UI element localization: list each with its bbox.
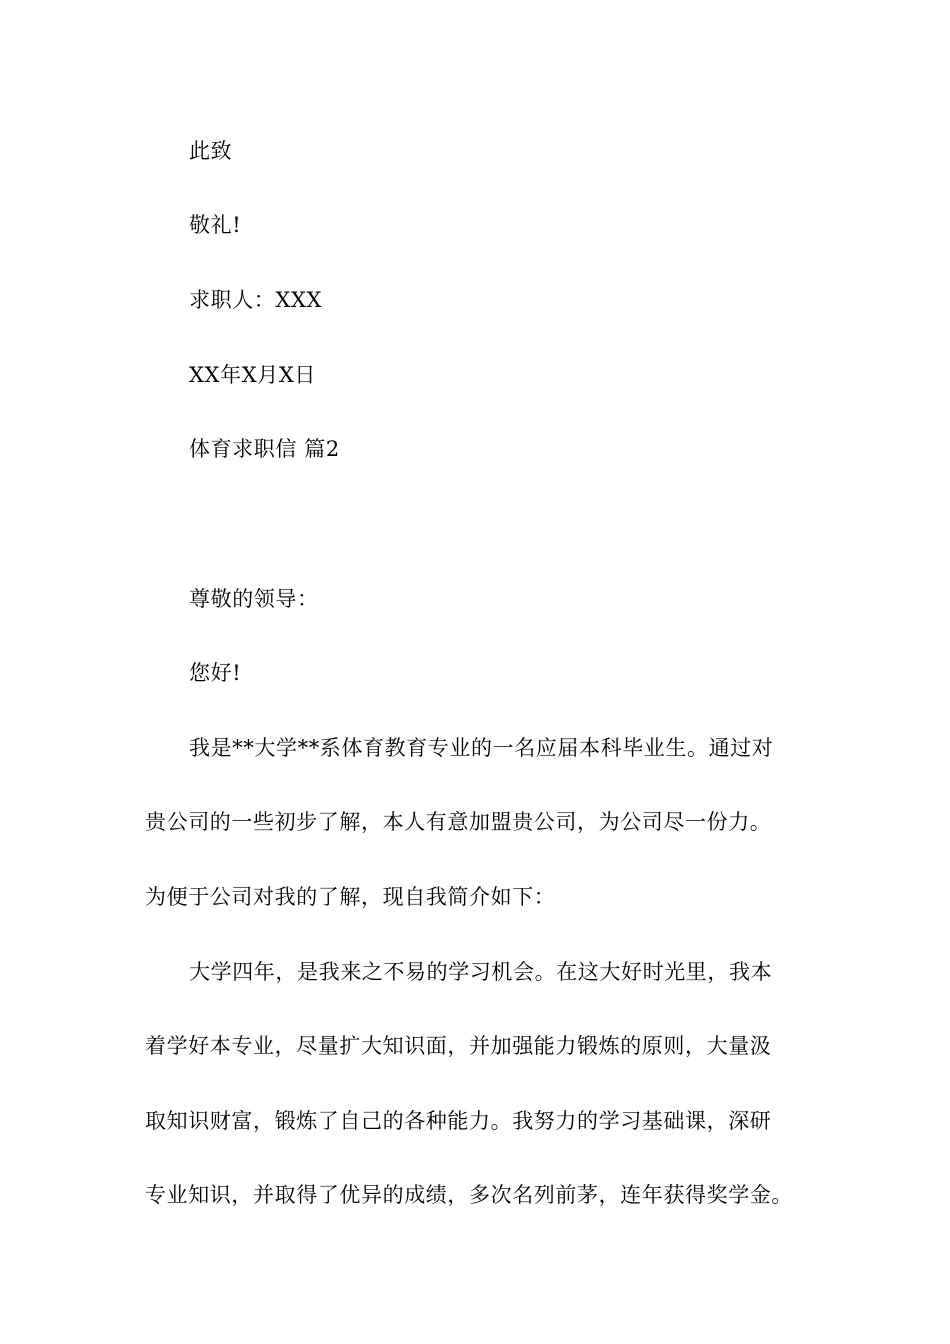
closing-regards: 敬礼! [189,213,242,237]
section-title: 体育求职信 篇2 [189,437,340,461]
paragraph-2-line-4: 专业知识，并取得了优异的成绩，多次名列前茅，连年获得奖学金。 [145,1183,793,1207]
letter-greeting: 尊敬的领导： [189,587,319,611]
paragraph-2-line-1: 大学四年，是我来之不易的学习机会。在这大好时光里，我本 [189,960,773,984]
paragraph-1-line-2: 贵公司的一些初步了解，本人有意加盟贵公司，为公司尽一份力。 [145,810,772,834]
letter-hello: 您好! [189,661,242,685]
paragraph-2-line-3: 取知识财富，锻炼了自己的各种能力。我努力的学习基础课，深研 [145,1109,772,1133]
closing-salutation: 此致 [189,139,233,163]
letter-date: XX年X月X日 [189,363,317,387]
applicant-signature: 求职人：XXX [189,288,323,312]
paragraph-1-line-1: 我是**大学**系体育教育专业的一名应届本科毕业生。通过对 [189,736,774,760]
paragraph-1-line-3: 为便于公司对我的了解，现自我简介如下： [145,885,556,909]
paragraph-2-line-2: 着学好本专业，尽量扩大知识面，并加强能力锻炼的原则，大量汲 [145,1034,772,1058]
